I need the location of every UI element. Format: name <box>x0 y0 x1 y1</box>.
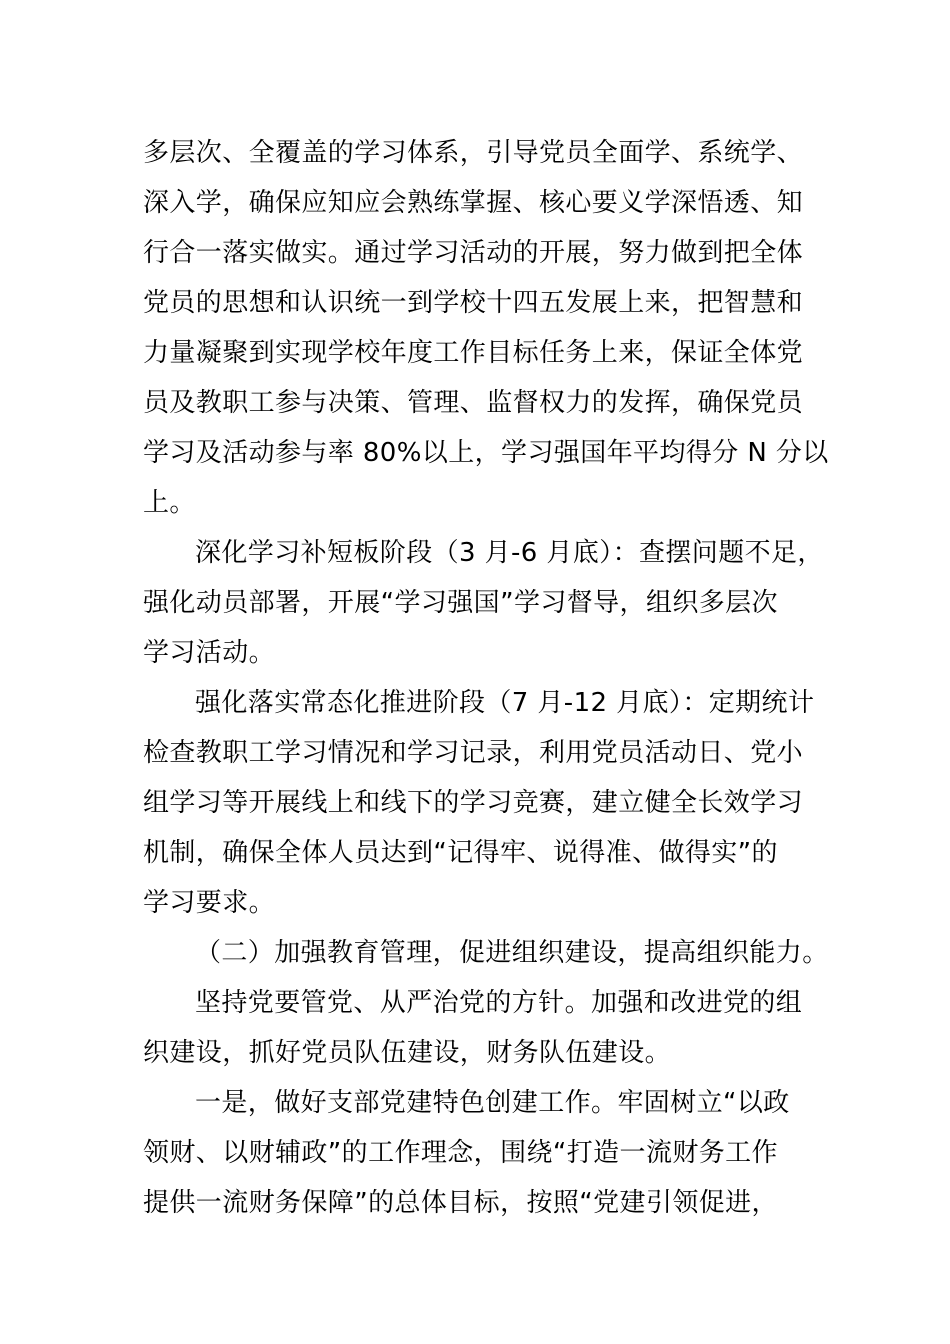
text-line: 员及教职工参与决策、管理、监督权力的发挥，确保党员 <box>143 388 804 418</box>
text-line: 力量凝聚到实现学校年度工作目标任务上来，保证全体党 <box>143 338 804 368</box>
text-line: 机制，确保全体人员达到“记得牢、说得准、做得实”的 <box>143 838 778 868</box>
paragraph-first-line: 一是，做好支部党建特色创建工作。牢固树立“以政 <box>195 1088 790 1118</box>
text-line: 领财、以财辅政”的工作理念，围绕“打造一流财务工作 <box>143 1138 778 1168</box>
section-heading: （二）加强教育管理，促进组织建设，提高组织能力。 <box>195 938 829 968</box>
text-line: 党员的思想和认识统一到学校十四五发展上来，把智慧和 <box>143 288 804 318</box>
paragraph-first-line: 强化落实常态化推进阶段（7 月-12 月底）：定期统计 <box>195 688 815 718</box>
text-line: 组学习等开展线上和线下的学习竞赛，建立健全长效学习 <box>143 788 804 818</box>
text-line: 上。 <box>143 488 196 518</box>
paragraph-first-line: 深化学习补短板阶段（3 月-6 月底）：查摆问题不足， <box>195 538 824 568</box>
text-line: 多层次、全覆盖的学习体系，引导党员全面学、系统学、 <box>143 138 804 168</box>
text-line: 深入学，确保应知应会熟练掌握、核心要义学深悟透、知 <box>143 188 804 218</box>
text-line: 织建设，抓好党员队伍建设，财务队伍建设。 <box>143 1038 672 1068</box>
text-line: 学习活动。 <box>143 638 276 668</box>
text-line: 强化动员部署，开展“学习强国”学习督导，组织多层次 <box>143 588 778 618</box>
text-line: 学习要求。 <box>143 888 276 918</box>
text-line: 检查教职工学习情况和学习记录，利用党员活动日、党小 <box>143 738 804 768</box>
text-line: 提供一流财务保障”的总体目标，按照“党建引领促进， <box>143 1188 778 1218</box>
document-body <box>143 128 829 1228</box>
text-line: 学习及活动参与率 80%以上，学习强国年平均得分 N 分以 <box>143 438 829 468</box>
text-line: 行合一落实做实。通过学习活动的开展，努力做到把全体 <box>143 238 804 268</box>
paragraph-first-line: 坚持党要管党、从严治党的方针。加强和改进党的组 <box>195 988 803 1018</box>
